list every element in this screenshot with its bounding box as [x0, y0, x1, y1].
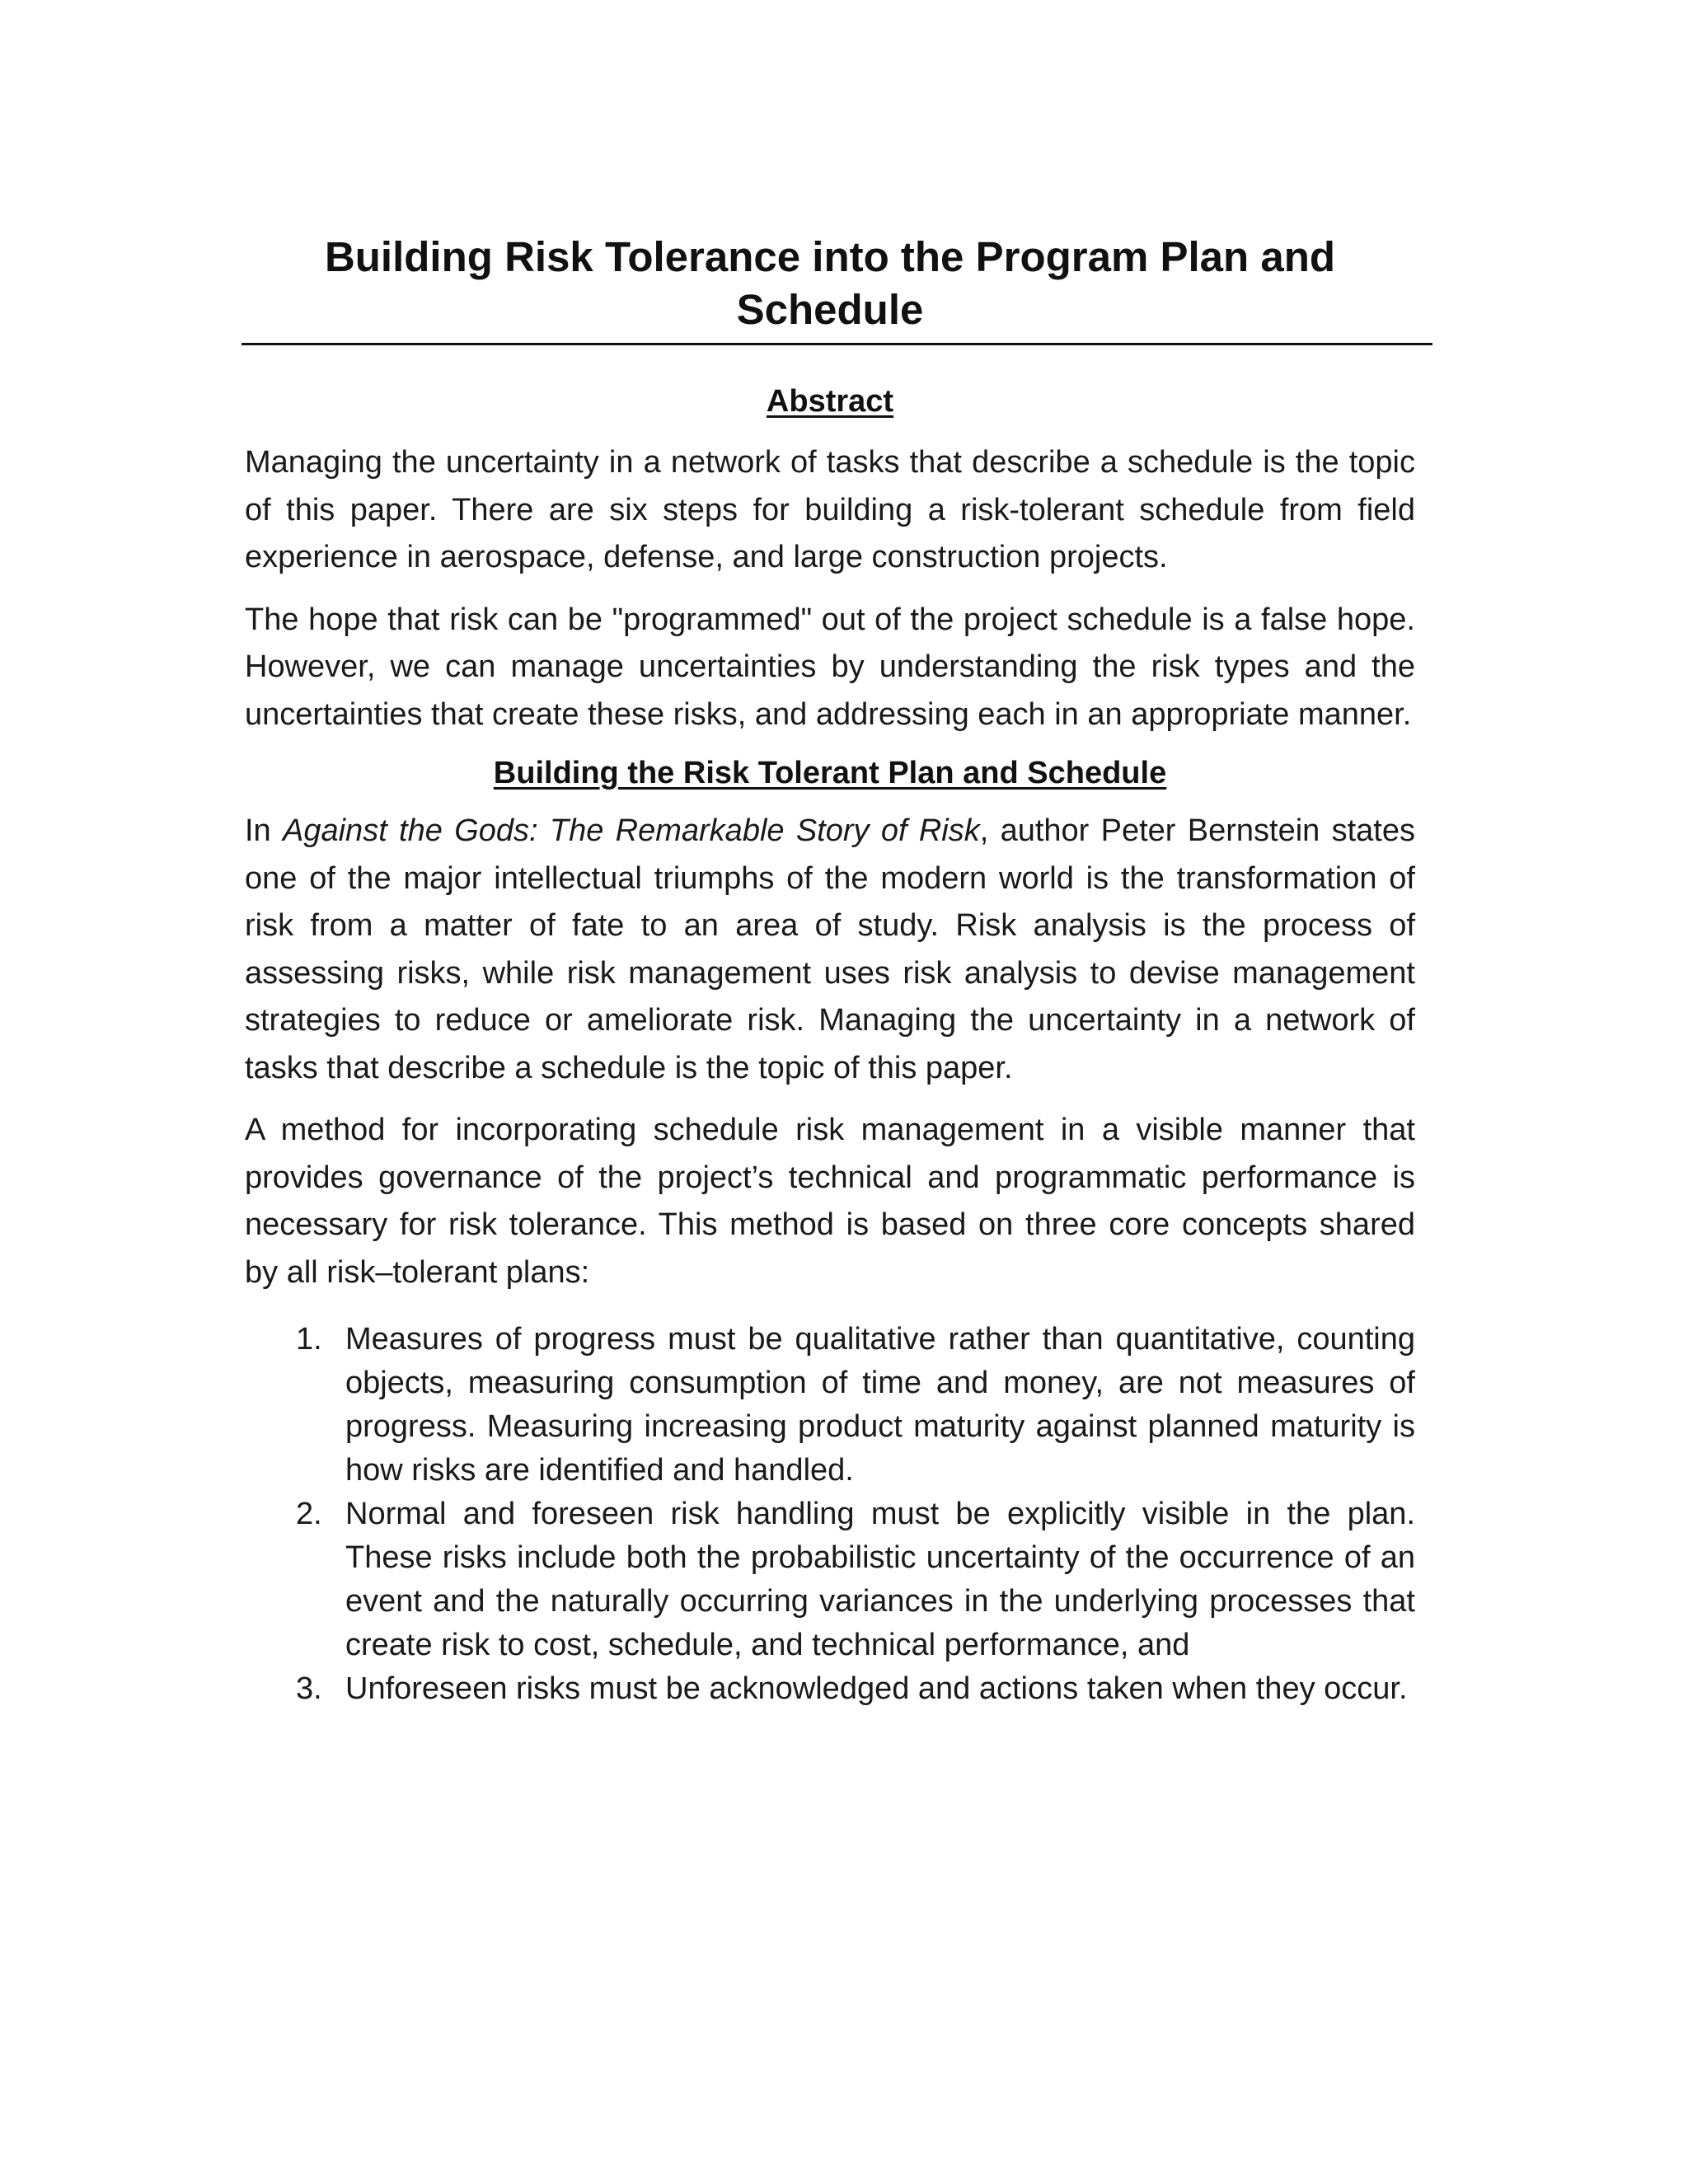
abstract-paragraph: Managing the uncertainty in a network of tasks that describe a schedule is the topic of this paper. There are six steps for building a risk-tolerant schedule from field experience in aerospace, defense, and large construction projects. — [245, 445, 1415, 574]
title-divider — [241, 343, 1432, 345]
intro-paragraph — [245, 808, 1415, 1092]
section-heading: Building the Risk Tolerant Plan and Schedule — [493, 756, 1167, 790]
intro-body: , author Peter Bernstein states one of the major intellectual triumphs of the modern world is the transformation of risk from a matter of fate to an area of study. Risk analysis is the process of assessing risks, while risk management uses risk analysis to devise management strategies to reduce or ameliorate risk. Managing the uncertainty in a network of tasks that describe a schedule is the topic of this paper. — [245, 813, 1415, 1085]
page-content — [245, 231, 1415, 1711]
list-item-number: 2. — [296, 1497, 322, 1531]
core-concepts-list — [245, 1318, 1415, 1711]
list-item-text: Normal and foreseen risk handling must be explicitly visible in the plan. These risks include both the probabilistic uncertainty of the occurrence of an event and the naturally occurring variances in the underlying processes that create risk to cost, schedule, and technical performance, and — [345, 1497, 1415, 1662]
intro-prefix: In — [245, 813, 283, 848]
abstract-paragraph: The hope that risk can be "programmed" out of the project schedule is a false hope. However, we can manage uncertainties by understanding the risk types and the uncertainties that create these risks, and addressing each in an appropriate manner. — [245, 602, 1415, 732]
list-item-text: Measures of progress must be qualitative rather than quantitative, counting objects, measuring consumption of time and money, are not measures of progress. Measuring increasing product maturity against planned maturity is how risks are identified and handled. — [345, 1322, 1415, 1488]
list-item-number: 1. — [296, 1322, 322, 1357]
list-item-text: Unforeseen risks must be acknowledged and actions taken when they occur. — [345, 1671, 1408, 1706]
list-item-number: 3. — [296, 1671, 322, 1706]
document-title: Building Risk Tolerance into the Program Plan and Schedule — [324, 233, 1336, 333]
abstract-heading: Abstract — [766, 384, 894, 419]
book-title: Against the Gods: The Remarkable Story of Risk — [283, 813, 980, 848]
list-item — [245, 1318, 1415, 1493]
method-paragraph: A method for incorporating schedule risk management in a visible manner that provides governance of the project’s technical and programmatic performance is necessary for risk tolerance. This method is based on three core concepts shared by all risk–tolerant plans: — [245, 1113, 1415, 1290]
list-item — [245, 1667, 1415, 1711]
list-item — [245, 1493, 1415, 1667]
